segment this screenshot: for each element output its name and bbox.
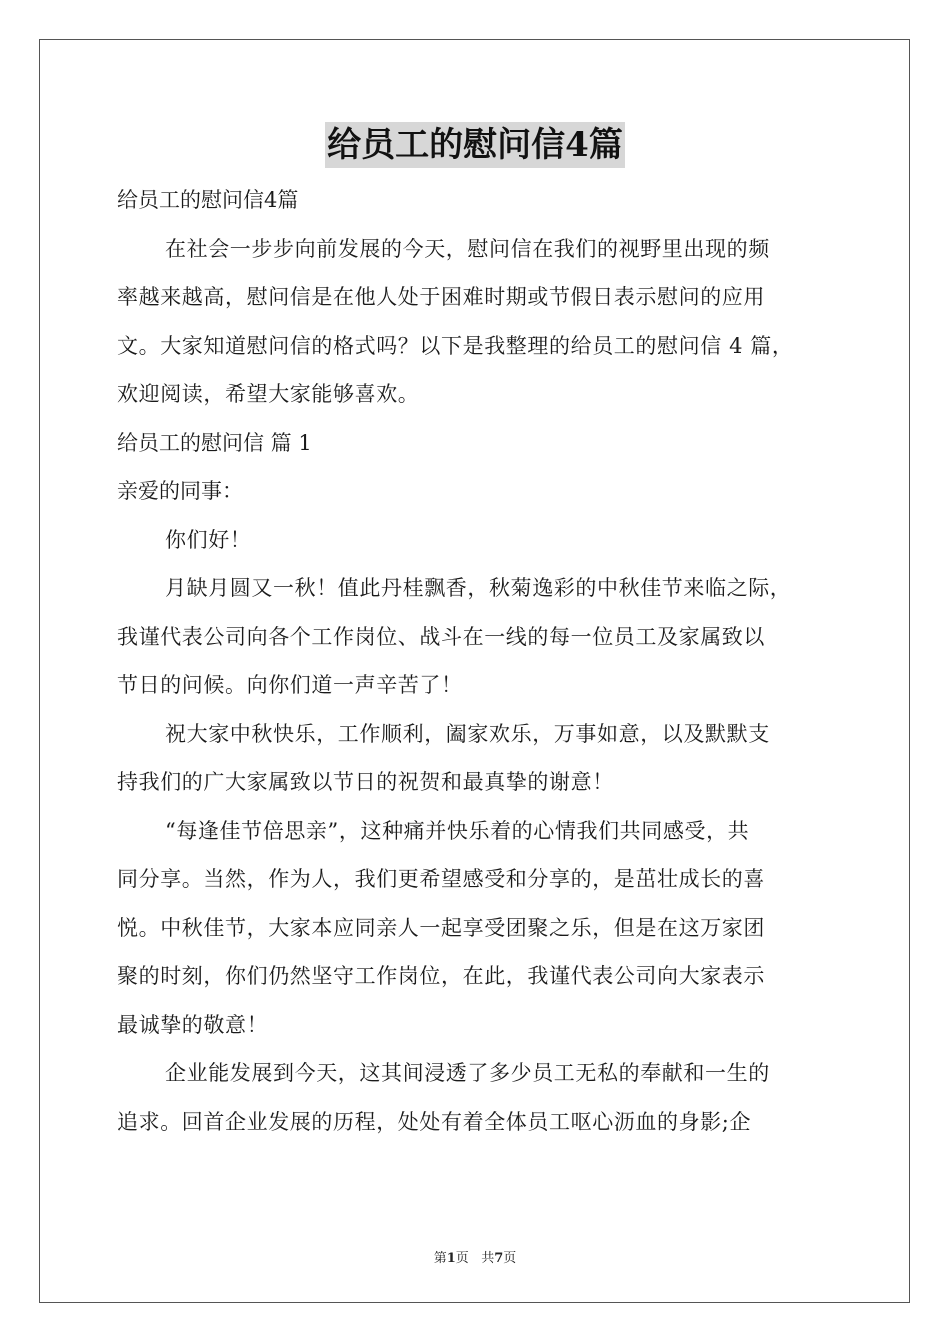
paragraph-line: 企业能发展到今天，这其间浸透了多少员工无私的奉献和一生的 (165, 1061, 770, 1085)
document-title: 给员工的慰问信4篇 (325, 122, 625, 168)
page-footer (0, 1247, 950, 1266)
paragraph-line: “每逢佳节倍思亲”，这种痛并快乐着的心情我们共同感受，共 (165, 818, 750, 843)
section-heading: 给员工的慰问信 篇 1 (117, 430, 312, 455)
footer-total-suffix: 页 (503, 1251, 517, 1266)
footer-page-suffix: 页 (455, 1251, 469, 1266)
footer-prefix: 第 (433, 1251, 447, 1266)
footer-page-number: 1 (446, 1251, 456, 1266)
title-container (0, 122, 950, 168)
document-body (117, 176, 837, 1146)
paragraph-line: 月缺月圆又一秋！值此丹桂飘香，秋菊逸彩的中秋佳节来临之际， (165, 576, 792, 600)
paragraph-line: 聚的时刻，你们仍然坚守工作岗位，在此，我谨代表公司向大家表示 (117, 964, 765, 988)
paragraph-line: 祝大家中秋快乐，工作顺利，阖家欢乐，万事如意，以及默默支 (165, 721, 770, 746)
intro-line: 欢迎阅读，希望大家能够喜欢。 (117, 382, 420, 406)
paragraph-line: 我谨代表公司向各个工作岗位、战斗在一线的每一位员工及家属致以 (117, 624, 765, 649)
paragraph-line: 持我们的广大家属致以节日的祝贺和最真挚的谢意！ (117, 770, 614, 794)
paragraph-line: 追求。回首企业发展的历程，处处有着全体员工呕心沥血的身影;企 (117, 1109, 752, 1134)
paragraph-line: 悦。中秋佳节，大家本应同亲人一起享受团聚之乐，但是在这万家团 (117, 915, 765, 940)
paragraph-line: 节日的问候。向你们道一声辛苦了！ (117, 673, 463, 697)
footer-total-pages: 7 (494, 1251, 504, 1266)
intro-line: 在社会一步步向前发展的今天，慰问信在我们的视野里出现的频 (165, 236, 770, 261)
paragraph-line: 最诚挚的敬意！ (117, 1012, 269, 1037)
intro-line: 文。大家知道慰问信的格式吗？以下是我整理的给员工的慰问信 4 篇， (117, 333, 794, 358)
footer-total-prefix: 共 (481, 1251, 495, 1266)
greeting: 你们好！ (165, 527, 252, 552)
paragraph-line: 同分享。当然，作为人，我们更希望感受和分享的，是茁壮成长的喜 (117, 867, 765, 891)
subtitle: 给员工的慰问信4篇 (117, 188, 299, 212)
intro-line: 率越来越高，慰问信是在他人处于困难时期或节假日表示慰问的应用 (117, 285, 765, 309)
salutation: 亲爱的同事： (117, 479, 243, 503)
